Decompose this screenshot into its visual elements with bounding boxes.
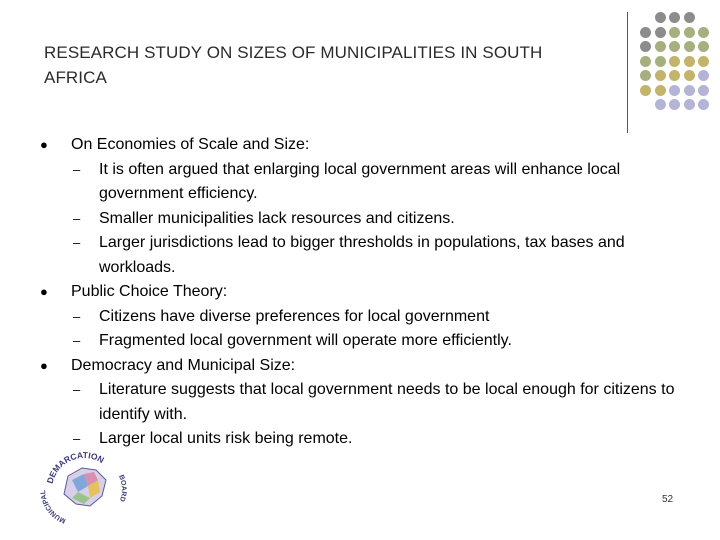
decorative-dot xyxy=(655,12,666,23)
sub-bullet-item xyxy=(40,378,680,427)
dash-icon: – xyxy=(73,382,81,397)
decorative-dot xyxy=(640,85,651,96)
sub-bullet-text: Larger jurisdictions lead to bigger thresholds in populations, tax bases and workloads. xyxy=(99,234,625,276)
slide-title: RESEARCH STUDY ON SIZES OF MUNICIPALITIES IN SOUTH AFRICA xyxy=(44,43,543,87)
decorative-dot xyxy=(640,27,651,38)
decorative-dot xyxy=(669,41,680,52)
decorative-dot xyxy=(684,70,695,81)
logo-text-top: DEMARCATION xyxy=(44,449,106,485)
decorative-dot xyxy=(655,99,666,110)
decorative-dot xyxy=(684,56,695,67)
decorative-dot xyxy=(684,41,695,52)
decorative-dot xyxy=(698,41,709,52)
sub-bullet-item xyxy=(40,207,680,232)
sub-bullet-text: Citizens have diverse preferences for local government xyxy=(99,307,490,325)
sub-bullet-text: It is often argued that enlarging local government areas will enhance local government efficiency. xyxy=(99,160,621,202)
decorative-dot xyxy=(640,70,651,81)
sub-bullet-item xyxy=(40,305,680,330)
decorative-dot xyxy=(669,99,680,110)
sub-bullet-item xyxy=(40,231,680,280)
decorative-dot xyxy=(684,85,695,96)
decorative-dot xyxy=(655,56,666,67)
decorative-dot xyxy=(698,85,709,96)
dash-icon: – xyxy=(73,333,81,348)
sub-bullet-item xyxy=(40,158,680,207)
decorative-dot xyxy=(698,99,709,110)
decorative-dot xyxy=(698,27,709,38)
bullet-text: Public Choice Theory: xyxy=(71,283,228,300)
dash-icon: – xyxy=(73,431,81,446)
sub-bullet-text: Literature suggests that local government needs to be local enough for citizens to identify with. xyxy=(99,381,675,423)
decorative-dot xyxy=(698,56,709,67)
logo-map-icon xyxy=(64,468,106,506)
decorative-dot xyxy=(669,85,680,96)
decorative-dot xyxy=(669,70,680,81)
decorative-dot xyxy=(655,85,666,96)
bullet-text: Democracy and Municipal Size: xyxy=(71,356,296,374)
bullet-text: On Economies of Scale and Size: xyxy=(71,136,310,153)
decorative-dot xyxy=(655,41,666,52)
decorative-dot xyxy=(655,70,666,81)
sub-bullet-item xyxy=(40,329,680,354)
dash-icon: – xyxy=(73,308,81,324)
sub-bullet-text: Fragmented local government will operate more efficiently. xyxy=(99,332,512,349)
sub-bullet-text: Larger local units risk being remote. xyxy=(99,430,353,447)
decorative-dot xyxy=(640,56,651,67)
decorative-dot xyxy=(655,27,666,38)
bullet-icon: ● xyxy=(40,284,48,299)
decorative-dot xyxy=(669,12,680,23)
decorative-dot xyxy=(698,70,709,81)
bullet-icon: ● xyxy=(40,137,48,152)
bullet-item xyxy=(40,354,680,379)
demarcation-board-logo xyxy=(38,446,130,524)
bullet-item xyxy=(40,133,680,158)
bullet-list xyxy=(40,133,680,452)
sub-bullet-item xyxy=(40,427,680,452)
dash-icon: – xyxy=(73,235,81,250)
page-number: 52 xyxy=(662,494,674,505)
decorative-dot xyxy=(684,12,695,23)
bullet-item xyxy=(40,280,680,305)
sub-bullet-text: Smaller municipalities lack resources and citizens. xyxy=(99,209,455,227)
logo-text-right: BOARD xyxy=(117,473,127,503)
decorative-dot xyxy=(640,41,651,52)
decorative-dot xyxy=(684,27,695,38)
decorative-dot xyxy=(684,99,695,110)
bullet-icon: ● xyxy=(40,357,48,373)
dash-icon: – xyxy=(73,210,81,226)
header-divider-line xyxy=(627,12,628,133)
dash-icon: – xyxy=(73,161,81,177)
decorative-dot xyxy=(669,56,680,67)
decorative-dot xyxy=(669,27,680,38)
logo-text-left: MUNICIPAL xyxy=(40,489,67,524)
